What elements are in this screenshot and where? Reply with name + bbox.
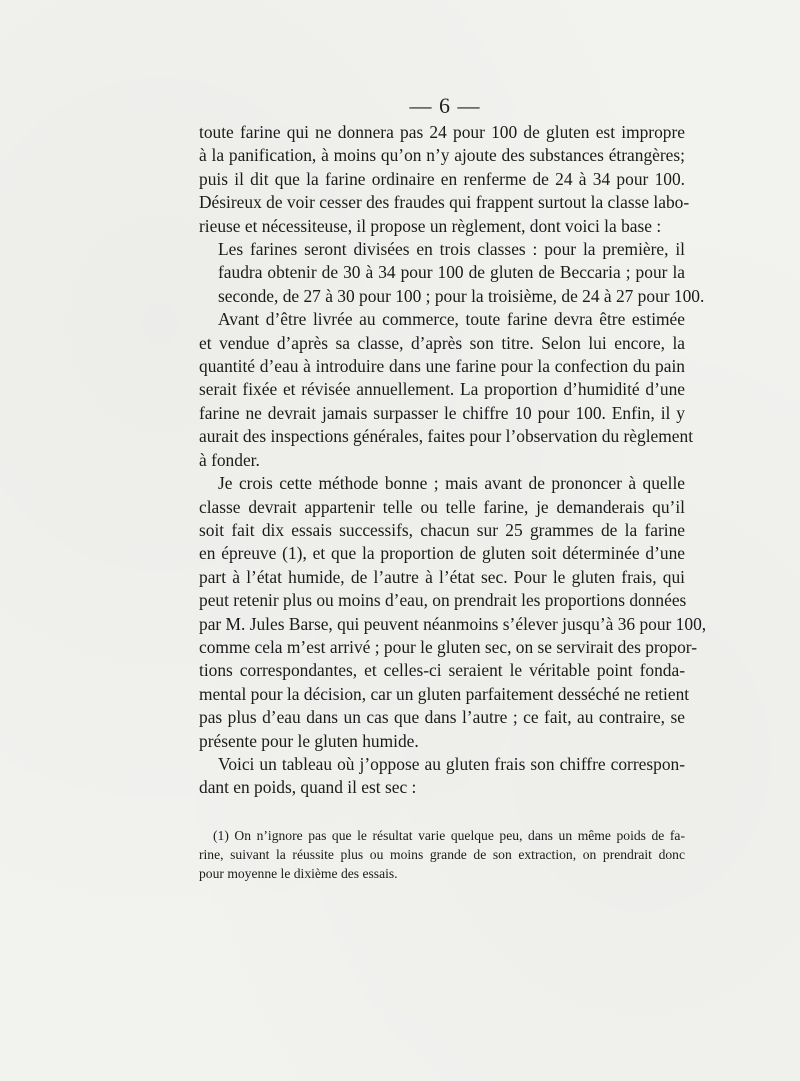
body-text: [199, 121, 707, 800]
footnote: [199, 826, 685, 883]
footnote-text: [199, 826, 685, 883]
text-line: serait fixée et révisée annuellement. La proportion d’humidité d’une: [199, 379, 685, 400]
text-line: par M. Jules Barse, qui peuvent néanmoins s’élever jusqu’à 36 pour 100,: [199, 613, 707, 634]
text-line: faudra obtenir de 30 à 34 pour 100 de gluten de Beccaria ; pour la: [218, 262, 685, 283]
text-line: farine ne devrait jamais surpasser le chiffre 10 pour 100. Enfin, il y: [199, 402, 685, 423]
text-line: seconde, de 27 à 30 pour 100 ; pour la troisième, de 24 à 27 pour 100.: [218, 285, 705, 306]
text-line: peut retenir plus ou moins d’eau, on prendrait les proportions données: [199, 590, 687, 611]
paragraph-4: [199, 472, 707, 753]
text-line: soit fait dix essais successifs, chacun sur 25 grammes de la farine: [199, 519, 685, 540]
text-line: Les farines seront divisées en trois classes : pour la première, il: [218, 239, 685, 260]
text-line: puis il dit que la farine ordinaire en renferme de 24 à 34 pour 100.: [199, 168, 685, 189]
text-line: dant en poids, quand il est sec :: [199, 777, 417, 798]
text-line: Je crois cette méthode bonne ; mais avant de prononcer à quelle: [218, 473, 685, 494]
page-number: — 6 —: [409, 93, 481, 118]
text-line: en épreuve (1), et que la proportion de gluten soit déterminée d’une: [199, 543, 685, 564]
text-line: et vendue d’après sa classe, d’après son titre. Selon lui encore, la: [199, 332, 685, 353]
text-line: toute farine qui ne donnera pas 24 pour 100 de gluten est impropre: [199, 122, 685, 142]
text-line: part à l’état humide, de l’autre à l’état sec. Pour le gluten frais, qui: [199, 566, 685, 587]
footnote-line: pour moyenne le dixième des essais.: [199, 866, 398, 881]
text-line: aurait des inspections générales, faites pour l’observation du règlement: [199, 426, 694, 447]
text-line: à fonder.: [199, 449, 260, 470]
footnote-line: (1) On n’ignore pas que le résultat varie quelque peu, dans un même poids de fa-: [213, 828, 685, 843]
text-line: quantité d’eau à introduire dans une farine pour la confection du pain: [199, 356, 685, 377]
text-line: comme cela m’est arrivé ; pour le gluten sec, on se servirait des propor-: [199, 636, 698, 657]
text-line: tions correspondantes, et celles-ci seraient le véritable point fonda-: [199, 660, 685, 681]
paragraph-5: [199, 753, 685, 800]
paragraph-1: [199, 121, 690, 238]
text-line: Voici un tableau où j’oppose au gluten frais son chiffre correspon-: [218, 753, 685, 774]
footnote-line: rine, suivant la réussite plus ou moins grande de son extraction, on prendrait donc: [199, 847, 685, 862]
paragraph-2: [199, 238, 705, 308]
text-line: rieuse et nécessiteuse, il propose un règlement, dont voici la base :: [199, 215, 662, 236]
text-line: classe devrait appartenir telle ou telle farine, je demanderais qu’il: [199, 496, 685, 517]
text-line: à la panification, à moins qu’on n’y ajoute des substances étrangères;: [199, 145, 685, 166]
text-line: pas plus d’eau dans un cas que dans l’autre ; ce fait, au contraire, se: [199, 707, 685, 728]
text-line: Désireux de voir cesser des fraudes qui frappent surtout la classe labo-: [199, 192, 690, 213]
text-line: mental pour la décision, car un gluten parfaitement desséché ne retient: [199, 683, 690, 704]
text-line: Avant d’être livrée au commerce, toute farine devra être estimée: [218, 309, 685, 330]
text-line: présente pour le gluten humide.: [199, 730, 419, 751]
paragraph-3: [199, 308, 694, 472]
